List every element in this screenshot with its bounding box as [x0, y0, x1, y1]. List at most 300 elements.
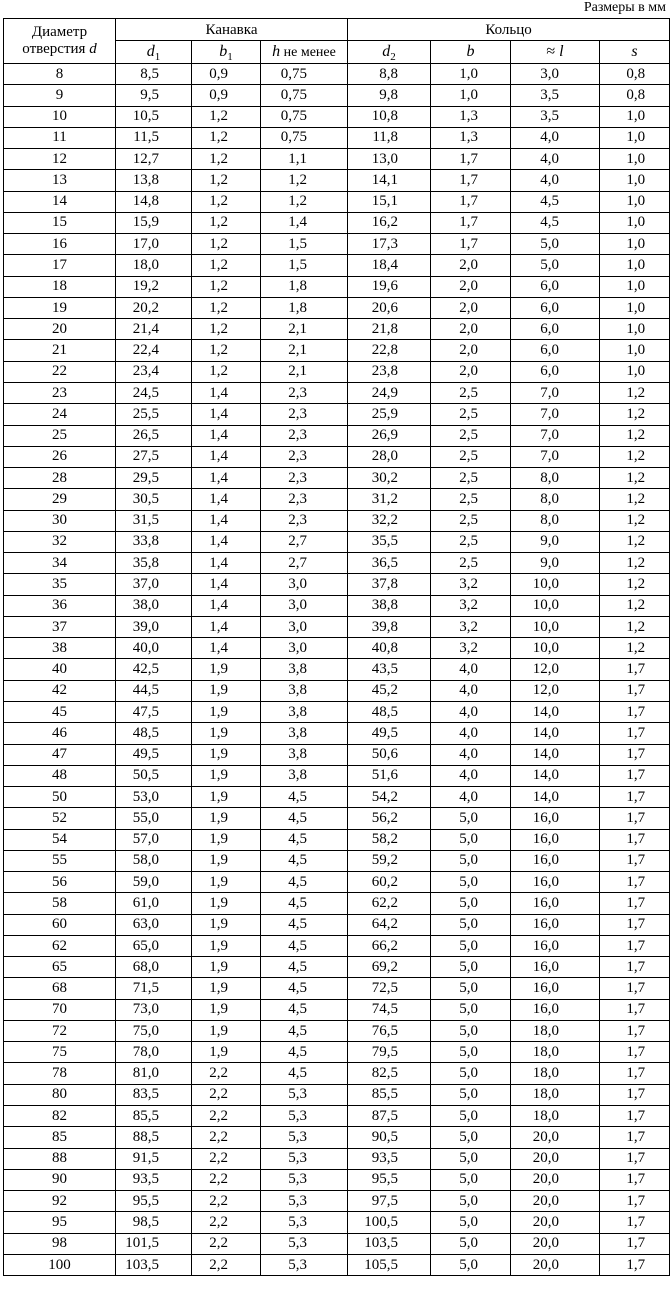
cell-groove-d1: 27,5 [116, 446, 192, 467]
cell-ring-b: 2,0 [431, 361, 511, 382]
cell-ring-b: 1,7 [431, 149, 511, 170]
cell-ring-s: 1,7 [600, 1127, 670, 1148]
cell-ring-s: 1,7 [600, 1148, 670, 1169]
cell-ring-b: 5,0 [431, 1233, 511, 1254]
cell-groove-h: 4,5 [261, 1042, 348, 1063]
cell-diameter-d: 68 [4, 978, 116, 999]
cell-ring-s: 1,2 [600, 446, 670, 467]
cell-ring-l: 16,0 [511, 999, 600, 1020]
cell-groove-h: 1,5 [261, 234, 348, 255]
cell-groove-h: 3,8 [261, 659, 348, 680]
cell-ring-s: 1,2 [600, 468, 670, 489]
cell-ring-d2: 45,2 [348, 680, 431, 701]
cell-groove-h: 3,0 [261, 595, 348, 616]
cell-groove-h: 4,5 [261, 787, 348, 808]
cell-groove-h: 2,1 [261, 340, 348, 361]
cell-ring-s: 1,7 [600, 872, 670, 893]
table-row [4, 680, 670, 701]
cell-ring-b: 5,0 [431, 1169, 511, 1190]
cell-groove-b1: 1,4 [192, 638, 261, 659]
cell-ring-l: 4,0 [511, 127, 600, 148]
table-row [4, 935, 670, 956]
cell-diameter-d: 88 [4, 1148, 116, 1169]
cell-groove-b1: 1,4 [192, 489, 261, 510]
cell-groove-b1: 0,9 [192, 64, 261, 85]
cell-groove-b1: 0,9 [192, 85, 261, 106]
header-diameter-var: d [89, 41, 97, 57]
cell-groove-b1: 1,4 [192, 595, 261, 616]
cell-ring-d2: 39,8 [348, 616, 431, 637]
cell-ring-s: 1,7 [600, 1106, 670, 1127]
cell-ring-d2: 22,8 [348, 340, 431, 361]
cell-ring-l: 4,5 [511, 191, 600, 212]
cell-groove-b1: 1,4 [192, 553, 261, 574]
cell-ring-b: 5,0 [431, 872, 511, 893]
cell-ring-s: 1,0 [600, 340, 670, 361]
table-row [4, 255, 670, 276]
cell-groove-b1: 1,9 [192, 1042, 261, 1063]
cell-ring-d2: 56,2 [348, 808, 431, 829]
cell-groove-b1: 1,4 [192, 510, 261, 531]
cell-ring-d2: 35,5 [348, 531, 431, 552]
cell-groove-h: 2,1 [261, 319, 348, 340]
cell-ring-b: 5,0 [431, 999, 511, 1020]
table-row [4, 489, 670, 510]
cell-diameter-d: 82 [4, 1106, 116, 1127]
table-row [4, 1042, 670, 1063]
header-ring-b: b [431, 41, 511, 64]
cell-ring-s: 1,2 [600, 382, 670, 403]
cell-ring-s: 1,7 [600, 701, 670, 722]
cell-ring-b: 3,2 [431, 616, 511, 637]
cell-ring-l: 10,0 [511, 638, 600, 659]
cell-groove-d1: 53,0 [116, 787, 192, 808]
cell-groove-d1: 13,8 [116, 170, 192, 191]
cell-ring-b: 5,0 [431, 893, 511, 914]
cell-groove-h: 5,3 [261, 1191, 348, 1212]
table-row [4, 914, 670, 935]
cell-ring-s: 1,2 [600, 616, 670, 637]
cell-groove-h: 1,5 [261, 255, 348, 276]
cell-ring-b: 5,0 [431, 957, 511, 978]
cell-diameter-d: 21 [4, 340, 116, 361]
cell-ring-s: 1,0 [600, 191, 670, 212]
cell-ring-s: 1,7 [600, 1191, 670, 1212]
table-row [4, 191, 670, 212]
cell-groove-b1: 1,9 [192, 723, 261, 744]
cell-groove-b1: 1,9 [192, 659, 261, 680]
header-groove-group: Канавка [116, 19, 348, 41]
cell-ring-d2: 16,2 [348, 212, 431, 233]
cell-ring-s: 1,0 [600, 361, 670, 382]
cell-groove-d1: 24,5 [116, 382, 192, 403]
cell-ring-b: 4,0 [431, 765, 511, 786]
table-row [4, 106, 670, 127]
cell-ring-s: 1,0 [600, 255, 670, 276]
cell-ring-l: 14,0 [511, 723, 600, 744]
cell-groove-h: 4,5 [261, 808, 348, 829]
cell-ring-b: 2,0 [431, 276, 511, 297]
cell-groove-d1: 63,0 [116, 914, 192, 935]
cell-ring-l: 6,0 [511, 297, 600, 318]
cell-ring-d2: 21,8 [348, 319, 431, 340]
cell-ring-s: 1,7 [600, 935, 670, 956]
cell-ring-d2: 69,2 [348, 957, 431, 978]
cell-groove-h: 5,3 [261, 1233, 348, 1254]
cell-ring-d2: 23,8 [348, 361, 431, 382]
cell-groove-b1: 1,9 [192, 872, 261, 893]
table-row [4, 850, 670, 871]
cell-ring-l: 16,0 [511, 978, 600, 999]
cell-groove-b1: 1,2 [192, 297, 261, 318]
cell-ring-b: 5,0 [431, 978, 511, 999]
cell-diameter-d: 10 [4, 106, 116, 127]
cell-ring-d2: 62,2 [348, 893, 431, 914]
table-row [4, 1020, 670, 1041]
table-row [4, 234, 670, 255]
table-row [4, 1148, 670, 1169]
cell-diameter-d: 15 [4, 212, 116, 233]
cell-groove-d1: 47,5 [116, 701, 192, 722]
cell-ring-d2: 15,1 [348, 191, 431, 212]
cell-ring-l: 20,0 [511, 1127, 600, 1148]
cell-groove-h: 2,7 [261, 553, 348, 574]
cell-groove-d1: 30,5 [116, 489, 192, 510]
cell-ring-l: 20,0 [511, 1191, 600, 1212]
cell-diameter-d: 29 [4, 489, 116, 510]
cell-ring-b: 5,0 [431, 1127, 511, 1148]
cell-groove-b1: 2,2 [192, 1148, 261, 1169]
table-row [4, 553, 670, 574]
cell-groove-d1: 93,5 [116, 1169, 192, 1190]
cell-groove-d1: 21,4 [116, 319, 192, 340]
cell-ring-b: 2,5 [431, 489, 511, 510]
cell-groove-b1: 1,2 [192, 212, 261, 233]
table-row [4, 425, 670, 446]
cell-diameter-d: 18 [4, 276, 116, 297]
cell-groove-d1: 22,4 [116, 340, 192, 361]
cell-ring-b: 2,5 [431, 531, 511, 552]
cell-ring-d2: 105,5 [348, 1254, 431, 1275]
cell-groove-h: 5,3 [261, 1127, 348, 1148]
cell-diameter-d: 52 [4, 808, 116, 829]
cell-groove-d1: 49,5 [116, 744, 192, 765]
cell-ring-d2: 38,8 [348, 595, 431, 616]
cell-diameter-d: 28 [4, 468, 116, 489]
cell-groove-d1: 71,5 [116, 978, 192, 999]
cell-ring-l: 16,0 [511, 914, 600, 935]
cell-groove-h: 3,8 [261, 744, 348, 765]
table-row [4, 744, 670, 765]
cell-ring-l: 18,0 [511, 1063, 600, 1084]
cell-groove-b1: 1,9 [192, 935, 261, 956]
table-row [4, 616, 670, 637]
table-row [4, 999, 670, 1020]
cell-groove-d1: 9,5 [116, 85, 192, 106]
cell-groove-d1: 85,5 [116, 1106, 192, 1127]
cell-groove-h: 4,5 [261, 914, 348, 935]
cell-groove-b1: 1,2 [192, 340, 261, 361]
cell-groove-d1: 78,0 [116, 1042, 192, 1063]
cell-diameter-d: 34 [4, 553, 116, 574]
cell-diameter-d: 23 [4, 382, 116, 403]
cell-ring-s: 1,7 [600, 1042, 670, 1063]
table-row [4, 404, 670, 425]
cell-ring-l: 6,0 [511, 276, 600, 297]
cell-ring-d2: 66,2 [348, 935, 431, 956]
cell-groove-d1: 35,8 [116, 553, 192, 574]
cell-diameter-d: 45 [4, 701, 116, 722]
cell-diameter-d: 35 [4, 574, 116, 595]
table-row [4, 1084, 670, 1105]
cell-ring-d2: 58,2 [348, 829, 431, 850]
cell-ring-s: 1,7 [600, 787, 670, 808]
cell-groove-d1: 58,0 [116, 850, 192, 871]
cell-ring-d2: 10,8 [348, 106, 431, 127]
cell-diameter-d: 25 [4, 425, 116, 446]
cell-groove-d1: 33,8 [116, 531, 192, 552]
table-row [4, 1212, 670, 1233]
cell-ring-b: 4,0 [431, 723, 511, 744]
cell-ring-d2: 74,5 [348, 999, 431, 1020]
cell-groove-b1: 2,2 [192, 1127, 261, 1148]
cell-groove-b1: 2,2 [192, 1212, 261, 1233]
table-row [4, 276, 670, 297]
cell-ring-b: 2,0 [431, 297, 511, 318]
cell-groove-b1: 1,2 [192, 149, 261, 170]
cell-ring-l: 3,0 [511, 64, 600, 85]
header-diameter-line2: отверстия [22, 41, 86, 57]
cell-ring-d2: 43,5 [348, 659, 431, 680]
cell-groove-b1: 2,2 [192, 1063, 261, 1084]
cell-groove-b1: 2,2 [192, 1233, 261, 1254]
table-row [4, 1254, 670, 1275]
cell-ring-d2: 37,8 [348, 574, 431, 595]
cell-diameter-d: 100 [4, 1254, 116, 1275]
cell-ring-s: 1,7 [600, 1254, 670, 1275]
cell-groove-h: 3,8 [261, 723, 348, 744]
cell-ring-s: 1,0 [600, 127, 670, 148]
cell-diameter-d: 70 [4, 999, 116, 1020]
table-body [4, 64, 670, 1276]
cell-ring-s: 1,7 [600, 680, 670, 701]
table-row [4, 382, 670, 403]
cell-ring-s: 1,0 [600, 319, 670, 340]
cell-ring-b: 3,2 [431, 574, 511, 595]
table-row [4, 787, 670, 808]
cell-ring-b: 2,0 [431, 319, 511, 340]
cell-ring-s: 1,7 [600, 999, 670, 1020]
cell-ring-d2: 31,2 [348, 489, 431, 510]
cell-groove-b1: 1,9 [192, 765, 261, 786]
cell-groove-d1: 65,0 [116, 935, 192, 956]
cell-ring-b: 5,0 [431, 1191, 511, 1212]
cell-ring-b: 1,7 [431, 234, 511, 255]
cell-ring-d2: 9,8 [348, 85, 431, 106]
cell-ring-d2: 14,1 [348, 170, 431, 191]
cell-groove-h: 3,0 [261, 616, 348, 637]
cell-groove-d1: 95,5 [116, 1191, 192, 1212]
cell-diameter-d: 92 [4, 1191, 116, 1212]
cell-ring-d2: 87,5 [348, 1106, 431, 1127]
cell-ring-b: 1,7 [431, 191, 511, 212]
table-row [4, 701, 670, 722]
cell-ring-s: 1,7 [600, 659, 670, 680]
cell-ring-l: 16,0 [511, 808, 600, 829]
cell-groove-d1: 15,9 [116, 212, 192, 233]
cell-ring-b: 4,0 [431, 787, 511, 808]
cell-ring-d2: 25,9 [348, 404, 431, 425]
table-row [4, 149, 670, 170]
cell-ring-l: 14,0 [511, 765, 600, 786]
cell-groove-h: 0,75 [261, 106, 348, 127]
cell-ring-b: 5,0 [431, 914, 511, 935]
cell-groove-d1: 50,5 [116, 765, 192, 786]
cell-groove-d1: 101,5 [116, 1233, 192, 1254]
cell-ring-d2: 51,6 [348, 765, 431, 786]
cell-groove-d1: 55,0 [116, 808, 192, 829]
cell-groove-b1: 1,2 [192, 319, 261, 340]
table-row [4, 765, 670, 786]
cell-groove-b1: 1,9 [192, 808, 261, 829]
cell-groove-h: 3,0 [261, 574, 348, 595]
cell-groove-b1: 2,2 [192, 1169, 261, 1190]
cell-groove-d1: 38,0 [116, 595, 192, 616]
cell-ring-s: 1,0 [600, 170, 670, 191]
cell-ring-l: 8,0 [511, 468, 600, 489]
cell-ring-b: 2,5 [431, 468, 511, 489]
cell-ring-b: 5,0 [431, 1042, 511, 1063]
cell-diameter-d: 72 [4, 1020, 116, 1041]
cell-groove-b1: 1,9 [192, 999, 261, 1020]
table-row [4, 1191, 670, 1212]
cell-groove-h: 4,5 [261, 1020, 348, 1041]
cell-ring-l: 16,0 [511, 935, 600, 956]
header-ring-d2: $d_2$ [348, 41, 431, 64]
cell-ring-d2: 36,5 [348, 553, 431, 574]
cell-ring-b: 1,3 [431, 106, 511, 127]
cell-ring-l: 10,0 [511, 595, 600, 616]
cell-ring-b: 2,0 [431, 340, 511, 361]
cell-ring-b: 4,0 [431, 659, 511, 680]
cell-groove-h: 5,3 [261, 1212, 348, 1233]
cell-groove-h: 1,4 [261, 212, 348, 233]
cell-ring-d2: 85,5 [348, 1084, 431, 1105]
cell-groove-h: 5,3 [261, 1084, 348, 1105]
cell-diameter-d: 65 [4, 957, 116, 978]
cell-groove-h: 2,3 [261, 489, 348, 510]
cell-diameter-d: 9 [4, 85, 116, 106]
cell-groove-b1: 1,4 [192, 446, 261, 467]
cell-groove-h: 0,75 [261, 127, 348, 148]
cell-ring-l: 20,0 [511, 1233, 600, 1254]
cell-ring-l: 10,0 [511, 616, 600, 637]
cell-groove-d1: 11,5 [116, 127, 192, 148]
cell-ring-l: 3,5 [511, 85, 600, 106]
header-ring-group: Кольцо [348, 19, 670, 41]
cell-groove-h: 2,3 [261, 468, 348, 489]
cell-ring-d2: 19,6 [348, 276, 431, 297]
cell-ring-l: 14,0 [511, 744, 600, 765]
cell-groove-d1: 14,8 [116, 191, 192, 212]
cell-ring-l: 18,0 [511, 1020, 600, 1041]
cell-ring-b: 2,5 [431, 553, 511, 574]
cell-groove-h: 1,8 [261, 276, 348, 297]
cell-groove-h: 2,3 [261, 382, 348, 403]
cell-ring-s: 1,2 [600, 425, 670, 446]
cell-groove-d1: 19,2 [116, 276, 192, 297]
cell-ring-l: 12,0 [511, 680, 600, 701]
cell-groove-d1: 73,0 [116, 999, 192, 1020]
cell-ring-b: 3,2 [431, 595, 511, 616]
cell-groove-b1: 1,4 [192, 382, 261, 403]
cell-ring-d2: 20,6 [348, 297, 431, 318]
header-ring-s: s [600, 41, 670, 64]
cell-ring-s: 1,2 [600, 553, 670, 574]
cell-groove-h: 5,3 [261, 1106, 348, 1127]
cell-groove-d1: 83,5 [116, 1084, 192, 1105]
cell-ring-b: 1,7 [431, 212, 511, 233]
cell-ring-d2: 11,8 [348, 127, 431, 148]
cell-ring-b: 2,5 [431, 404, 511, 425]
cell-groove-h: 2,1 [261, 361, 348, 382]
cell-ring-s: 1,2 [600, 638, 670, 659]
cell-groove-b1: 1,9 [192, 893, 261, 914]
cell-ring-b: 5,0 [431, 850, 511, 871]
cell-ring-l: 6,0 [511, 361, 600, 382]
cell-groove-h: 4,5 [261, 872, 348, 893]
cell-groove-h: 0,75 [261, 85, 348, 106]
cell-groove-d1: 59,0 [116, 872, 192, 893]
cell-ring-d2: 76,5 [348, 1020, 431, 1041]
cell-diameter-d: 48 [4, 765, 116, 786]
cell-ring-s: 0,8 [600, 64, 670, 85]
cell-groove-b1: 1,4 [192, 404, 261, 425]
cell-groove-d1: 61,0 [116, 893, 192, 914]
cell-ring-l: 9,0 [511, 531, 600, 552]
cell-ring-s: 1,2 [600, 510, 670, 531]
cell-ring-s: 1,7 [600, 723, 670, 744]
cell-ring-d2: 50,6 [348, 744, 431, 765]
cell-groove-d1: 75,0 [116, 1020, 192, 1041]
cell-diameter-d: 19 [4, 297, 116, 318]
cell-ring-s: 1,0 [600, 106, 670, 127]
cell-diameter-d: 62 [4, 935, 116, 956]
header-groove-h: h не менее [261, 41, 348, 64]
cell-ring-b: 4,0 [431, 701, 511, 722]
cell-ring-s: 1,7 [600, 1233, 670, 1254]
cell-diameter-d: 37 [4, 616, 116, 637]
cell-diameter-d: 36 [4, 595, 116, 616]
table-row [4, 319, 670, 340]
cell-groove-b1: 1,9 [192, 914, 261, 935]
cell-groove-d1: 103,5 [116, 1254, 192, 1275]
cell-diameter-d: 95 [4, 1212, 116, 1233]
cell-ring-s: 1,0 [600, 212, 670, 233]
cell-ring-l: 10,0 [511, 574, 600, 595]
cell-groove-h: 3,8 [261, 701, 348, 722]
cell-ring-d2: 60,2 [348, 872, 431, 893]
cell-groove-d1: 10,5 [116, 106, 192, 127]
cell-ring-l: 18,0 [511, 1084, 600, 1105]
cell-ring-s: 1,7 [600, 1169, 670, 1190]
cell-ring-l: 20,0 [511, 1254, 600, 1275]
cell-ring-b: 5,0 [431, 1106, 511, 1127]
table-row [4, 127, 670, 148]
cell-ring-s: 1,2 [600, 531, 670, 552]
cell-groove-b1: 1,9 [192, 787, 261, 808]
cell-groove-h: 4,5 [261, 893, 348, 914]
